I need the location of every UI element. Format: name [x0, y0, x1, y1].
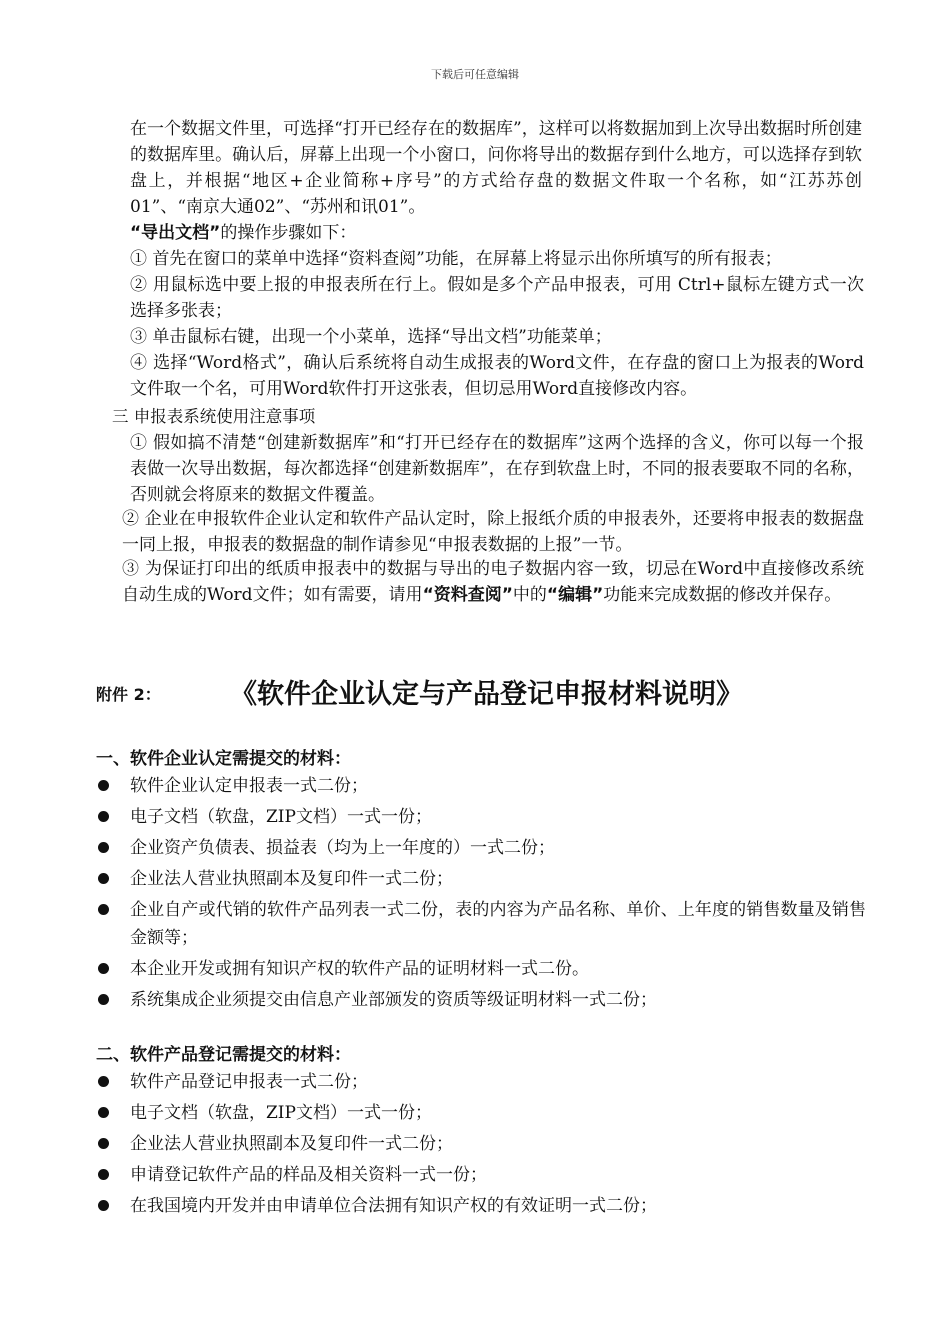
- list-item-text: 企业法人营业执照副本及复印件一式二份；: [130, 1134, 453, 1154]
- bullet-icon: [98, 1200, 109, 1211]
- list-item: [96, 1130, 866, 1158]
- bullet-icon: [98, 1076, 109, 1087]
- page-header: 下载后可任意编辑: [431, 68, 519, 81]
- export-step-2: ② 用鼠标选中要上报的申报表所在行上。假如是多个产品申报表，可用 Ctrl+鼠标左键方式一次选择多张表；: [130, 275, 864, 321]
- export-intro-text: 的操作步骤如下：: [220, 223, 357, 243]
- list-item-text: 软件企业认定申报表一式二份；: [130, 776, 368, 796]
- list-item-text: 电子文档（软盘，ZIP文档）一式一份；: [130, 807, 432, 827]
- bullet-icon: [98, 994, 109, 1005]
- attachment-title-row: [96, 672, 896, 712]
- list-item-text: 申请登记软件产品的样品及相关资料一式一份；: [130, 1165, 487, 1185]
- part2-heading: 二、软件产品登记需提交的材料：: [96, 1045, 351, 1065]
- bullet-icon: [98, 811, 109, 822]
- list-item: [96, 1192, 866, 1220]
- list-item: [96, 1068, 866, 1096]
- export-steps-intro: [130, 220, 862, 246]
- bullet-icon: [98, 1107, 109, 1118]
- part2-list: [96, 1068, 866, 1223]
- list-item: [96, 1099, 866, 1127]
- intro-paragraph: 在一个数据文件里，可选择“打开已经存在的数据库”，这样可以将数据加到上次导出数据时所创建的数据库里。确认后，屏幕上出现一个小窗口，问你将导出的数据存到什么地方，可以选择存到软盘上，并根据“地区+企业简称+序号”的方式给存盘的数据文件取一个名称，如“江苏苏创01”、“南京大通02”、“苏州和讯01”。: [130, 119, 862, 217]
- list-item-text: 在我国境内开发并由申请单位合法拥有知识产权的有效证明一式二份；: [130, 1196, 657, 1216]
- note3-text-a: ③ 为保证打印出的纸质申报表中的数据与导出的电子数据内容一致，切忌在Word中直接修改系统自动生成的Word文件；如有需要，请用: [122, 559, 864, 605]
- list-item-text: 软件产品登记申报表一式二份；: [130, 1072, 368, 1092]
- list-item: [96, 834, 866, 862]
- section3-note-2: ② 企业在申报软件企业认定和软件产品认定时，除上报纸介质的申报表外，还要将申报表的数据盘一同上报，申报表的数据盘的制作请参见“申报表数据的上报”一节。: [122, 509, 864, 555]
- list-item-text: 系统集成企业须提交由信息产业部颁发的资质等级证明材料一式二份；: [130, 990, 657, 1010]
- export-step-1: ① 首先在窗口的菜单中选择“资料查阅”功能，在屏幕上将显示出你所填写的所有报表；: [130, 249, 782, 269]
- note3-bold-edit: “编辑”: [546, 585, 604, 605]
- list-item: [96, 772, 866, 800]
- note3-text-e: 功能来完成数据的修改并保存。: [603, 585, 842, 605]
- section3-note-1: ① 假如搞不清楚“创建新数据库”和“打开已经存在的数据库”这两个选择的含义，你可以每一个报表做一次导出数据，每次都选择“创建新数据库”，在存到软盘上时，不同的报表要取不同的名称，否则就会将原来的数据文件覆盖。: [130, 433, 864, 505]
- bullet-icon: [98, 1138, 109, 1149]
- list-item: [96, 1161, 866, 1189]
- export-step-4: ④ 选择“Word格式”，确认后系统将自动生成报表的Word文件，在存盘的窗口上为报表的Word文件取一个名，可用Word软件打开这张表，但切忌用Word直接修改内容。: [130, 353, 864, 399]
- bullet-icon: [98, 780, 109, 791]
- list-item-text: 电子文档（软盘，ZIP文档）一式一份；: [130, 1103, 432, 1123]
- list-item-text: 企业资产负债表、损益表（均为上一年度的）一式二份；: [130, 838, 555, 858]
- list-item-text: 本企业开发或拥有知识产权的软件产品的证明材料一式二份。: [130, 959, 589, 979]
- attachment-title: 《软件企业认定与产品登记申报材料说明》: [230, 679, 743, 710]
- list-item: [96, 865, 866, 893]
- list-item: [96, 896, 866, 952]
- section3-note-3: [122, 556, 864, 608]
- part1-list: [96, 772, 866, 1017]
- attachment-label: 附件 2：: [96, 685, 161, 704]
- note3-text-c: 中的: [512, 585, 547, 605]
- list-item-text: 企业自产或代销的软件产品列表一式二份，表的内容为产品名称、单价、上年度的销售数量及销售金额等；: [130, 900, 866, 948]
- bullet-icon: [98, 963, 109, 974]
- bullet-icon: [98, 904, 109, 915]
- section3-heading: 三 申报表系统使用注意事项: [112, 407, 316, 426]
- export-title: “导出文档”: [130, 223, 221, 243]
- bullet-icon: [98, 1169, 109, 1180]
- export-step-3: ③ 单击鼠标右键，出现一个小菜单，选择“导出文档”功能菜单；: [130, 327, 612, 347]
- note3-bold-view: “资料查阅”: [422, 585, 513, 605]
- list-item: [96, 986, 866, 1014]
- list-item: [96, 955, 866, 983]
- bullet-icon: [98, 873, 109, 884]
- list-item-text: 企业法人营业执照副本及复印件一式二份；: [130, 869, 453, 889]
- bullet-icon: [98, 842, 109, 853]
- part1-heading: 一、软件企业认定需提交的材料：: [96, 749, 351, 769]
- list-item: [96, 803, 866, 831]
